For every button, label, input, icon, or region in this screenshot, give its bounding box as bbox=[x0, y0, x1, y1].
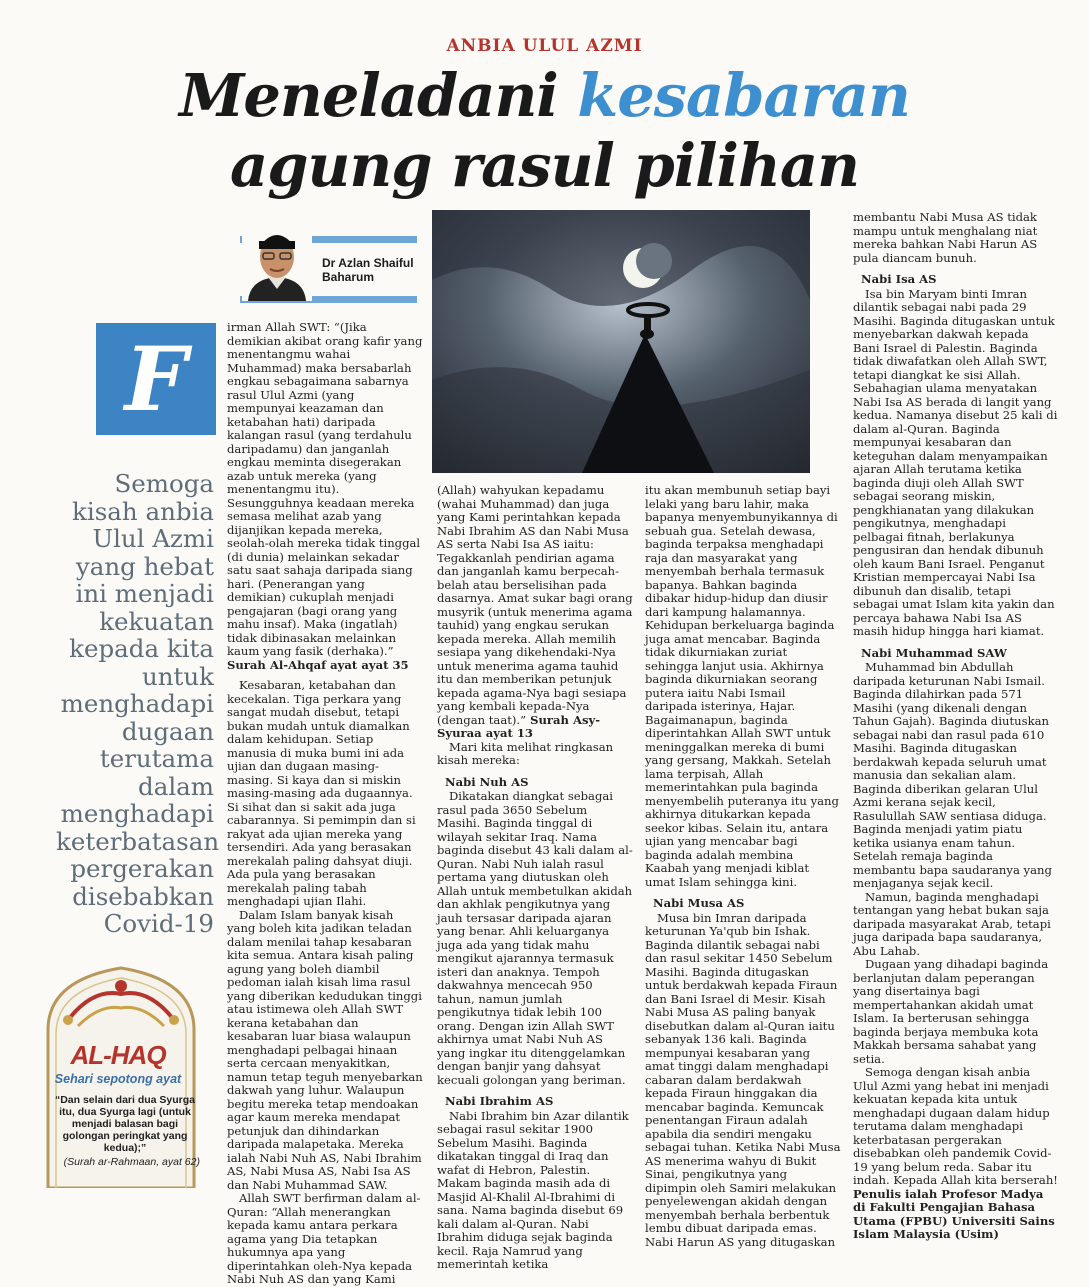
headline-accent: kesabaran bbox=[577, 61, 910, 130]
headline-line-1 bbox=[0, 61, 1089, 130]
col1-paragraph-3: Dalam Islam banyak kisah yang boleh kita jadikan teladan dalam menilai tahap kesabaran kita semua. Antara kisah paling agung yang boleh diambil pedoman ialah kisah lima rasul yang diberikan kedudukan tinggi atau istimewa oleh Allah SWT kerana ketabahan dan kesabaran luar biasa walaupun menghadapi pelbagai hinaan serta cercaan menyakitkan, namun tetap teguh menyebarkan dakwah yang luhur. Walaupun begitu mereka tetap mendoakan agar kaum mereka mendapat petunjuk dan dihindarkan daripada malapetaka. Mereka ialah Nabi Nuh AS, Nabi Ibrahim AS, Nabi Musa AS, Nabi Isa AS dan Nabi Muhammad SAW. bbox=[227, 907, 423, 1192]
subheading-nabi-muhammad: Nabi Muhammad SAW bbox=[861, 645, 1007, 660]
subheading-nabi-ibrahim: Nabi Ibrahim AS bbox=[445, 1094, 554, 1108]
article-column-1 bbox=[227, 321, 423, 1287]
section-kicker: ANBIA ULUL AZMI bbox=[446, 36, 643, 56]
pull-quote: Semoga kisah anbia Ulul Azmi yang hebat ini menjadi kekuatan kepada kita untuk menghadapi dugaan terutama dalam menghadapi keterbatasan pergerakan disebabkan Covid-19 bbox=[56, 469, 220, 938]
col2-p1-ref: Surah Asy-Syuraa ayat 13 bbox=[437, 712, 601, 740]
col4-paragraph-3: Dugaan yang dihadapi baginda berlanjutan dalam peperangan yang disertainya bagi mempertahankan akidah umat Islam. Ia berterusan sehingga baginda berjaya membuka kota Makkah bersama sahabat yang setia. bbox=[853, 957, 1049, 1066]
author-name-line-1: Dr Azlan Shaiful bbox=[322, 256, 414, 270]
subheading-nabi-musa: Nabi Musa AS bbox=[653, 896, 745, 910]
col1-p1-ref: Surah Al-Ahqaf ayat ayat 35 bbox=[227, 657, 409, 672]
alhaq-reference: (Surah ar-Rahmaan, ayat 62) bbox=[63, 1156, 200, 1168]
col4-paragraph-isa: Isa bin Maryam binti Imran dilantik sebagai nabi pada 29 Masihi. Baginda ditugaskan untuk menyebarkan dakwah kepada Bani Israel di Palestin. Baginda tidak diwafatkan oleh Allah SWT, tetapi diangkat ke sisi Allah. Sebahagian ulama menyatakan Nabi Isa AS berada di langit yang kedua. Namanya disebut 25 kali di dalam al-Quran. Baginda mempunyai kesabaran dan keteguhan dalam menyampaikan ajaran Allah terutama ketika baginda diuji oleh Allah SWT sebagai seorang miskin, pengkhianatan yang dilakukan pengikutnya, menghadapi pelbagai fitnah, berlakunya pengusiran dan hendak dibunuh oleh kaum Bani Israel. Penganut Kristian mempercayai Nabi Isa dibunuh dan disalib, tetapi sebagai umat Islam kita yakin dan percaya bahawa Nabi Isa AS masih hidup hingga hari kiamat. bbox=[853, 286, 1058, 638]
crescent-dome-photo bbox=[432, 210, 810, 473]
author-photo bbox=[242, 217, 312, 301]
col1-paragraph-4: Allah SWT berfirman dalam al-Quran: “Allah menerangkan kepada kamu antara perkara agama yang Dia tetapkan hukumnya apa yang diperintahkan oleh-Nya kepada Nabi Nuh AS dan yang Kami bbox=[227, 1191, 421, 1286]
author-footer-note: Penulis ialah Profesor Madya di Fakulti Pengajian Bahasa Utama (FPBU) Universiti Sains Islam Malaysia (Usim) bbox=[853, 1186, 1055, 1241]
col4-paragraph-2: Namun, baginda menghadapi tentangan yang hebat bukan saja daripada masyarakat Arab, tetapi juga daripada bapa saudaranya, Abu Lahab. bbox=[853, 889, 1051, 958]
article-column-2 bbox=[437, 484, 633, 1272]
author-name bbox=[322, 256, 414, 284]
col4-paragraph-4: Semoga dengan kisah anbia Ulul Azmi yang hebat ini menjadi kekuatan kepada kita untuk menghadapi dugaan dalam hidup terutama dalam menghadapi keterbatasan pergerakan disebabkan oleh pandemik Covid-19 yang belum reda. Sabar itu indah. Kepada Allah kita berserah! bbox=[853, 1065, 1058, 1187]
col2-paragraph-2: Mari kita melihat ringkasan kisah mereka: bbox=[437, 739, 614, 767]
author-name-line-2: Baharum bbox=[322, 270, 375, 284]
col2-paragraph-1 bbox=[437, 484, 633, 741]
subheading-nabi-isa: Nabi Isa AS bbox=[861, 272, 937, 286]
article-column-3 bbox=[645, 484, 841, 1249]
col4-paragraph-1: membantu Nabi Musa AS tidak mampu untuk menghalang niat mereka bahkan Nabi Harun AS pula diancam bunuh. bbox=[853, 210, 1038, 265]
headline-line-2: agung rasul pilihan bbox=[230, 131, 859, 200]
col2-p1-text: (Allah) wahyukan kepadamu (wahai Muhammad) dan juga yang Kami perintahkan kepada Nabi Ibrahim AS dan Nabi Musa AS serta Nabi Isa AS iaitu: Tegakkanlah pendirian agama dan janganlah kamu berpecah-belah atau berselisihan pada dasarnya. Amat sukar bagi orang musyrik (untuk menerima agama tauhid) yang engkau serukan kepada mereka. Allah memilih sesiapa yang dikehendaki-Nya untuk menerima agama tauhid itu dan memberikan petunjuk kepada agama-Nya bagi sesiapa yang kembali kepada-Nya (dengan taat).” bbox=[437, 483, 633, 727]
col4-paragraph-muhammad: Muhammad bin Abdullah daripada keturunan Nabi Ismail. Baginda dilahirkan pada 571 Masihi (yang dikenali dengan Tahun Gajah). Baginda diutuskan sebagai nabi dan rasul pada 610 Masihi. Baginda ditugaskan berdakwah kepada seluruh umat manusia dan sekalian alam. Baginda diberikan gelaran Ulul Azmi kerana sejak kecil, Rasulullah SAW sentiasa diduga. Baginda menjadi yatim piatu ketika usianya enam tahun. Setelah remaja baginda membantu bapa saudaranya yang menjaganya sejak kecil. bbox=[853, 660, 1052, 890]
col1-paragraph-2: Kesabaran, ketabahan dan kecekalan. Tiga perkara yang sangat mudah disebut, tetapi bukan mudah untuk diamalkan dalam kehidupan. Setiap manusia di muka bumi ini ada ujian dan dugaan masing-masing. Si kaya dan si miskin masing-masing ada dugaannya. Si sihat dan si sakit ada juga cabarannya. Si pemimpin dan si rakyat ada ujian mereka yang tersendiri. Ada yang berasakan merekalah paling dahsyat diuji. Ada pula yang berasakan merekalah paling tabah menghadapi ujian Ilahi. bbox=[227, 678, 416, 908]
alhaq-verse: “Dan selain dari dua Syurga itu, dua Syurga lagi (untuk menjadi balasan bagi golongan peringkat yang kedua);” bbox=[54, 1094, 196, 1154]
headline-part-1: Meneladani bbox=[179, 61, 578, 130]
alhaq-subtitle: Sehari sepotong ayat bbox=[54, 1072, 182, 1086]
col1-paragraph-1 bbox=[227, 321, 423, 672]
alhaq-title: AL-HAQ bbox=[70, 1040, 166, 1070]
col2-paragraph-ibrahim: Nabi Ibrahim bin Azar dilantik sebagai rasul sekitar 1900 Sebelum Masihi. Baginda dikatakan tinggal di Iraq dan wafat di Hebron, Palestin. Makam baginda masih ada di Masjid Al-Khalil Al-Ibrahimi di sana. Nama baginda disebut 69 kali dalam al-Quran. Nabi Ibrahim diduga sejak baginda kecil. Raja Namrud yang memerintah ketika bbox=[437, 1108, 629, 1271]
col2-paragraph-nuh: Dikatakan diangkat sebagai rasul pada 3650 Sebelum Masihi. Baginda tinggal di wilayah sekitar Iraq. Nama baginda disebut 43 kali dalam al-Quran. Nabi Nuh ialah rasul pertama yang diutuskan oleh Allah untuk membetulkan akidah dan akhlak pengikutnya yang jauh tersasar daripada ajaran yang benar. Ahli keluarganya juga ada yang tidak mahu mengikut ajarannya termasuk isteri dan anaknya. Tempoh dakwahnya mencecah 950 tahun, namun jumlah pengikutnya tidak lebih 100 orang. Dengan izin Allah SWT akhirnya umat Nabi Nuh AS yang ingkar itu ditenggelamkan dengan banjir yang dahsyat kecuali golongan yang beriman. bbox=[437, 789, 633, 1087]
col3-paragraph-1: itu akan membunuh setiap bayi lelaki yang baru lahir, maka bapanya menyembunyikannya di sebuah gua. Setelah dewasa, baginda terpaksa menghadapi raja dan masyarakat yang menyembah berhala termasuk bapanya. Bahkan baginda dibakar hidup-hidup dan diusir dari kampung halamannya. Kehidupan berkeluarga baginda juga amat mencabar. Baginda tidak dikurniakan zuriat sehingga lanjut usia. Akhirnya baginda dikurniakan seorang putera iaitu Nabi Ismail daripada isterinya, Hajar. Bagaimanapun, baginda diperintahkan Allah SWT untuk meninggalkan mereka di bumi yang gersang, Makkah. Setelah lama terpisah, Allah memerintahkan pula baginda menyembelih puteranya itu yang akhirnya ditukarkan kepada seekor kibas. Selain itu, antara ujian yang mencabar bagi baginda adalah membina Kaabah yang menjadi kiblat umat Islam sehingga kini. bbox=[645, 483, 839, 889]
drop-cap: F bbox=[96, 323, 216, 435]
subheading-nabi-nuh: Nabi Nuh AS bbox=[445, 774, 529, 789]
col3-paragraph-musa: Musa bin Imran daripada keturunan Ya'qub bin Ishak. Baginda dilantik sebagai nabi dan rasul sekitar 1450 Sebelum Masihi. Baginda ditugaskan untuk berdakwah kepada Firaun dan Bani Israel di Mesir. Kisah Nabi Musa AS paling banyak disebutkan dalam al-Quran iaitu sebanyak 136 kali. Baginda mempunyai kesabaran yang amat tinggi dalam menghadapi cabaran dalam berdakwah kepada Firaun hinggakan dia mencabar baginda. Kemuncak penentangan Firaun adalah apabila dia sendiri mengaku sebagai tuhan. Ketika Nabi Musa AS menerima wahyu di Bukit Sinai, pengikutnya yang dipimpin oleh Samiri melakukan penyelewengan akidah dengan menyembah berhala berbentuk lembu dibuat daripada emas. Nabi Harun AS yang ditugaskan bbox=[645, 910, 841, 1249]
col1-p1-text: irman Allah SWT: “(Jika demikian akibat orang kafir yang menentangmu wahai Muhammad) maka bersabarlah engkau sebagaimana sabarnya rasul Ulul Azmi (yang mempunyai keazaman dan ketabahan hati) daripada kalangan rasul (yang terdahulu daripadamu) dan janganlah engkau meminta disegerakan azab untuk mereka (yang menentangmu itu). Sesungguhnya keadaan mereka semasa melihat azab yang dijanjikan kepada mereka, seolah-olah mereka tidak tinggal (di dunia) melainkan sekadar satu saat sahaja daripada siang hari. (Penerangan yang demikian) cukuplah menjadi pengajaran (bagi orang yang mahu insaf). Maka (ingatlah) tidak dibinasakan melainkan kaum yang fasik (derhaka).” bbox=[227, 320, 423, 658]
article-column-4 bbox=[853, 211, 1058, 1242]
